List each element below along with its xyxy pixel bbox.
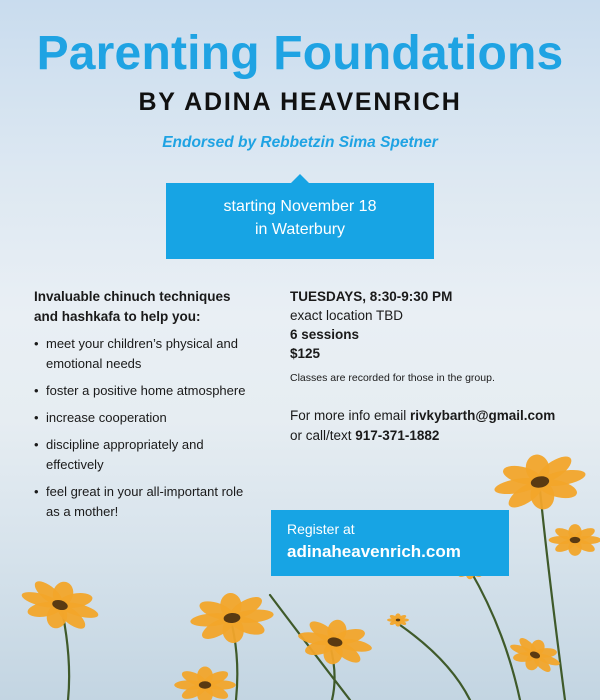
start-location: in Waterbury: [254, 221, 346, 238]
intro-line: Invaluable chinuch techniques: [34, 289, 231, 304]
contact-phone[interactable]: 917-371-1882: [355, 428, 440, 443]
list-item: • meet your children’s physical and emotional needs: [34, 334, 279, 374]
list-item: • foster a positive home atmosphere: [34, 381, 279, 401]
flower-stem: [400, 625, 470, 700]
phone-prefix: or call/text: [290, 428, 356, 443]
class-schedule: TUESDAYS, 8:30-9:30 PM: [290, 289, 453, 304]
endorsement-line: Endorsed by Rebbetzin Sima Spetner: [162, 134, 438, 151]
recording-note: Classes are recorded for those in the group.: [290, 372, 495, 384]
flower-center: [396, 619, 400, 622]
flower-center: [570, 537, 581, 543]
flower: [490, 447, 591, 518]
flyer-title: Parenting Foundations: [36, 27, 564, 80]
list-item: • discipline appropriately and effectively: [34, 435, 279, 475]
register-link[interactable]: adinaheavenrich.com: [287, 542, 461, 561]
email-prefix: For more info email: [290, 408, 411, 423]
flower: [188, 589, 276, 646]
list-item: • increase cooperation: [34, 408, 279, 428]
register-box[interactable]: [271, 510, 509, 576]
start-date: starting November 18: [223, 198, 377, 215]
price: $125: [290, 346, 321, 361]
intro-line: and hashkafa to help you:: [34, 309, 201, 324]
contact-email[interactable]: rivkybarth@gmail.com: [410, 408, 556, 423]
class-location: exact location TBD: [290, 308, 404, 323]
flower-center: [199, 681, 211, 688]
list-item: • feel great in your all-important role as a mother!: [34, 482, 279, 522]
start-date-box: [166, 183, 434, 259]
flower-stem: [470, 570, 520, 700]
author-byline: BY ADINA HEAVENRICH: [138, 88, 462, 116]
benefits-intro: [34, 287, 279, 327]
register-label: Register at: [287, 521, 355, 537]
flower: [549, 524, 600, 556]
flower: [174, 667, 236, 700]
session-count: 6 sessions: [290, 327, 360, 342]
box-pointer: [291, 174, 309, 183]
flower: [16, 572, 105, 638]
flower: [387, 613, 409, 626]
